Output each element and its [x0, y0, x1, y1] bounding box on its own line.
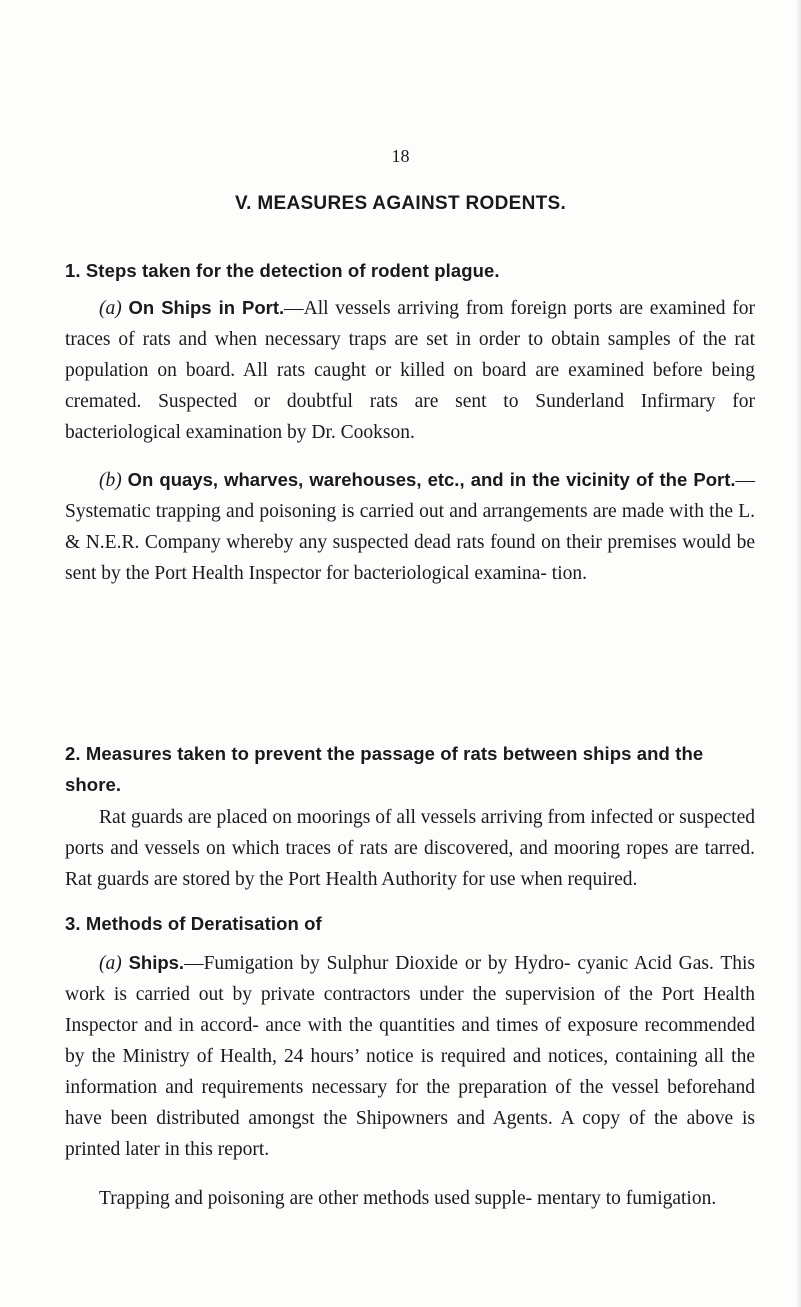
paragraph-3a: [65, 947, 755, 1165]
text-3a: —Fumigation by Sulphur Dioxide or by Hydro- cyanic Acid Gas. This work is carried out by private contractors under the supervision of the Port Health Inspector and in accord- ance with the quantities and times of exposure recommended by the Ministry of Health, 24 hours’ notice is required and notices, containing all the information and requirements necessary for the preparation of the vessel beforehand have been distributed amongst the Shipowners and Agents. A copy of the above is printed later in this report.: [65, 953, 755, 1160]
page-number: 18: [391, 146, 410, 166]
text-1a: —All vessels arriving from foreign ports are examined for traces of rats and when necessary traps are set in order to obtain samples of the rat population on board. All rats caught or killed on board are examined before being cremated. Suspected or doubtful rats are sent to Sunderland Infirmary for bacteriological examination by Dr. Cookson.: [65, 298, 756, 443]
section-1: [65, 255, 755, 589]
paragraph-closing: Trapping and poisoning are other methods used supple- mentary to fumigation.: [99, 1188, 717, 1209]
section-1-heading: 1. Steps taken for the detection of rodent plague.: [65, 260, 500, 281]
subhead-3a: Ships.: [128, 952, 185, 973]
subhead-1b: On quays, wharves, warehouses, etc., and in the vicinity of the Port.: [127, 469, 736, 490]
section-2-heading: 2. Measures taken to prevent the passage of rats between ships and the shore.: [65, 743, 704, 795]
text-1b: —Systematic trapping and poisoning is carried out and arrangements are made with the L. & N.E.R. Company whereby any suspected dead rats found on their premises would be sent by the Port Health Inspector for bacteriological examina- tion.: [65, 470, 756, 584]
section-2: [65, 738, 755, 895]
paragraph-1a: [65, 292, 755, 448]
page-edge: [795, 0, 801, 1307]
section-3-heading: 3. Methods of Deratisation of: [65, 913, 322, 934]
section-title: V. MEASURES AGAINST RODENTS.: [234, 193, 567, 214]
label-1a: (a): [99, 298, 122, 319]
section-3: [65, 908, 755, 1214]
label-1b: (b): [99, 470, 122, 491]
label-3a: (a): [99, 953, 122, 974]
paragraph-2: Rat guards are placed on moorings of all vessels arriving from infected or suspected ports and vessels on which traces of rats are discovered, and mooring ropes are tarred. Rat guards are stored by the Port Health Authority for use when required.: [65, 807, 755, 890]
subhead-1a: On Ships in Port.: [128, 297, 285, 318]
paragraph-1b: [65, 464, 755, 589]
